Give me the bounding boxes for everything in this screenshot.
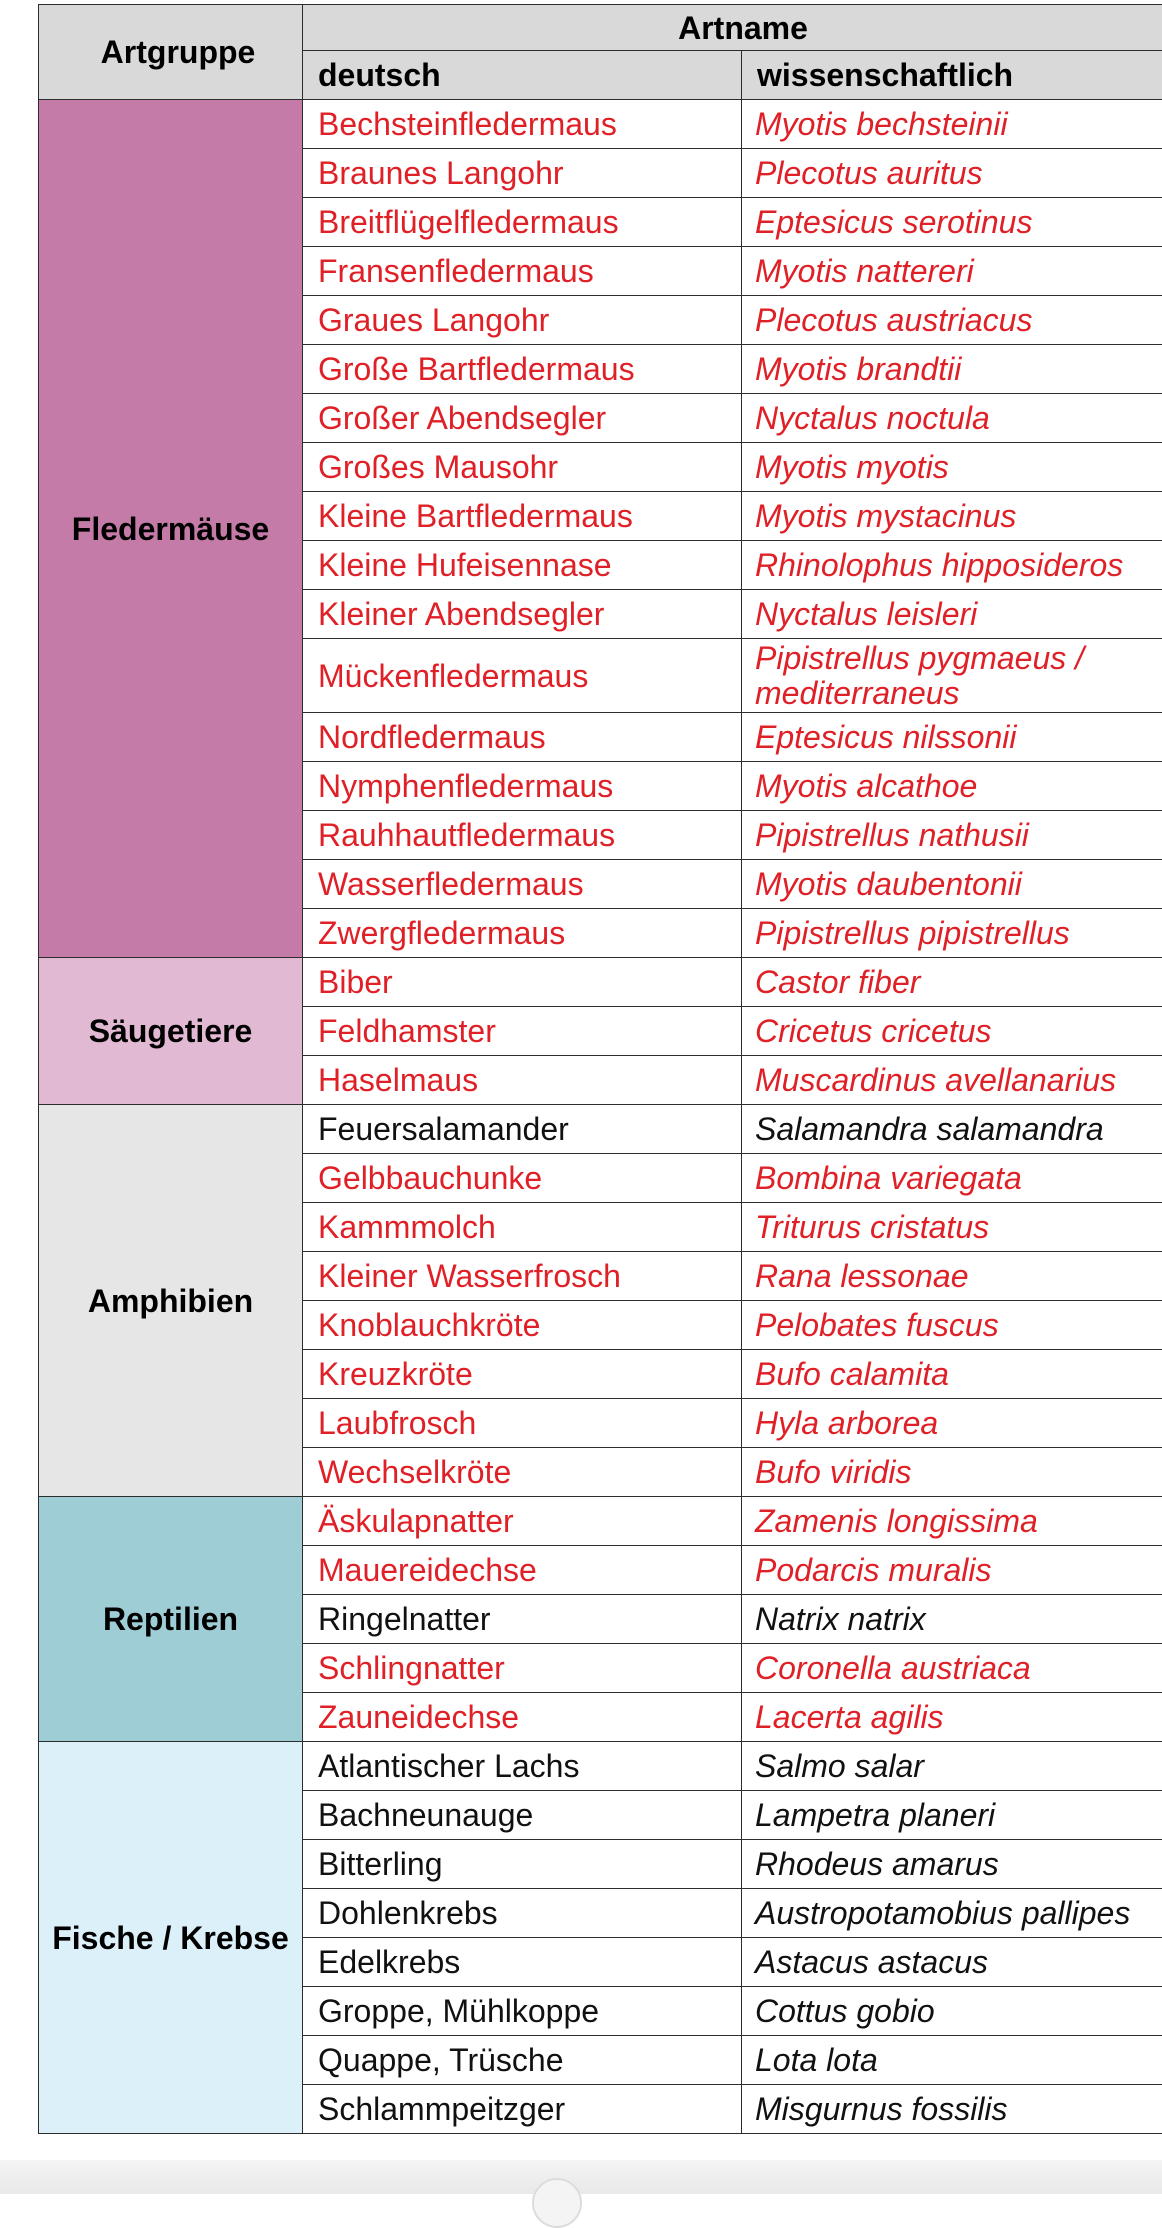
scientific-name-cell: Austropotamobius pallipes <box>742 1889 1162 1938</box>
german-name-cell: Großer Abendsegler <box>303 394 742 443</box>
scientific-name-cell: Lota lota <box>742 2036 1162 2085</box>
german-name-cell: Kleine Hufeisennase <box>303 541 742 590</box>
group-cell: Amphibien <box>39 1105 303 1497</box>
scientific-name-cell: Triturus cristatus <box>742 1203 1162 1252</box>
german-name-cell: Nordfledermaus <box>303 713 742 762</box>
german-name-cell: Schlingnatter <box>303 1644 742 1693</box>
group-cell: Fische / Krebse <box>39 1742 303 2134</box>
german-name-cell: Kleiner Wasserfrosch <box>303 1252 742 1301</box>
page-bottom-shade <box>0 2160 1162 2194</box>
scientific-name-cell: Coronella austriaca <box>742 1644 1162 1693</box>
header-row-top <box>39 5 1162 51</box>
table-row <box>39 1105 1162 1154</box>
german-name-cell: Bechsteinfledermaus <box>303 100 742 149</box>
group-cell: Säugetiere <box>39 958 303 1105</box>
group-cell: Reptilien <box>39 1497 303 1742</box>
german-name-cell: Gelbbauchunke <box>303 1154 742 1203</box>
german-name-cell: Bachneunauge <box>303 1791 742 1840</box>
column-header-group: Artgruppe <box>39 5 303 100</box>
scientific-name-cell: Eptesicus nilssonii <box>742 713 1162 762</box>
german-name-cell: Äskulapnatter <box>303 1497 742 1546</box>
scientific-name-cell: Astacus astacus <box>742 1938 1162 1987</box>
german-name-cell: Feldhamster <box>303 1007 742 1056</box>
scientific-name-cell: Pipistrellus pygmaeus / mediterraneus <box>742 639 1162 713</box>
german-name-cell: Edelkrebs <box>303 1938 742 1987</box>
german-name-cell: Bitterling <box>303 1840 742 1889</box>
scientific-name-cell: Rhodeus amarus <box>742 1840 1162 1889</box>
scientific-name-cell: Myotis daubentonii <box>742 860 1162 909</box>
scientific-name-cell: Salmo salar <box>742 1742 1162 1791</box>
table-row <box>39 1742 1162 1791</box>
scientific-name-cell: Zamenis longissima <box>742 1497 1162 1546</box>
german-name-cell: Wasserfledermaus <box>303 860 742 909</box>
column-header-german: deutsch <box>303 51 742 100</box>
scientific-name-cell: Bufo viridis <box>742 1448 1162 1497</box>
german-name-cell: Biber <box>303 958 742 1007</box>
german-name-cell: Fransenfledermaus <box>303 247 742 296</box>
german-name-cell: Quappe, Trüsche <box>303 2036 742 2085</box>
german-name-cell: Große Bartfledermaus <box>303 345 742 394</box>
german-name-cell: Haselmaus <box>303 1056 742 1105</box>
german-name-cell: Groppe, Mühlkoppe <box>303 1987 742 2036</box>
scientific-name-cell: Pelobates fuscus <box>742 1301 1162 1350</box>
scientific-name-cell: Nyctalus noctula <box>742 394 1162 443</box>
scientific-name-cell: Cottus gobio <box>742 1987 1162 2036</box>
scientific-name-cell: Nyctalus leisleri <box>742 590 1162 639</box>
table-row <box>39 1497 1162 1546</box>
scientific-name-cell: Hyla arborea <box>742 1399 1162 1448</box>
scientific-name-cell: Muscardinus avellanarius <box>742 1056 1162 1105</box>
scientific-name-cell: Myotis nattereri <box>742 247 1162 296</box>
scientific-name-cell: Pipistrellus nathusii <box>742 811 1162 860</box>
german-name-cell: Großes Mausohr <box>303 443 742 492</box>
scientific-name-cell: Natrix natrix <box>742 1595 1162 1644</box>
scientific-name-cell: Myotis brandtii <box>742 345 1162 394</box>
german-name-cell: Feuersalamander <box>303 1105 742 1154</box>
german-name-cell: Graues Langohr <box>303 296 742 345</box>
german-name-cell: Zauneidechse <box>303 1693 742 1742</box>
german-name-cell: Mückenfledermaus <box>303 639 742 713</box>
scientific-name-cell: Cricetus cricetus <box>742 1007 1162 1056</box>
german-name-cell: Rauhhautfledermaus <box>303 811 742 860</box>
scientific-name-cell: Rana lessonae <box>742 1252 1162 1301</box>
scientific-name-cell: Bombina variegata <box>742 1154 1162 1203</box>
german-name-cell: Kammmolch <box>303 1203 742 1252</box>
german-name-cell: Braunes Langohr <box>303 149 742 198</box>
german-name-cell: Nymphenfledermaus <box>303 762 742 811</box>
german-name-cell: Atlantischer Lachs <box>303 1742 742 1791</box>
german-name-cell: Kleine Bartfledermaus <box>303 492 742 541</box>
species-table <box>38 4 1162 2134</box>
scientific-name-cell: Lacerta agilis <box>742 1693 1162 1742</box>
german-name-cell: Wechselkröte <box>303 1448 742 1497</box>
column-header-name: Artname <box>303 5 1162 51</box>
scientific-name-cell: Plecotus austriacus <box>742 296 1162 345</box>
table-body <box>39 100 1162 2134</box>
german-name-cell: Kleiner Abendsegler <box>303 590 742 639</box>
german-name-cell: Breitflügelfledermaus <box>303 198 742 247</box>
german-name-cell: Ringelnatter <box>303 1595 742 1644</box>
group-cell: Fledermäuse <box>39 100 303 958</box>
scientific-name-cell: Myotis bechsteinii <box>742 100 1162 149</box>
scientific-name-cell: Misgurnus fossilis <box>742 2085 1162 2134</box>
scientific-name-cell: Pipistrellus pipistrellus <box>742 909 1162 958</box>
scientific-name-cell: Myotis alcathoe <box>742 762 1162 811</box>
table-row <box>39 958 1162 1007</box>
scroll-indicator <box>532 2178 582 2228</box>
scientific-name-cell: Plecotus auritus <box>742 149 1162 198</box>
scientific-name-cell: Rhinolophus hipposideros <box>742 541 1162 590</box>
scientific-name-cell: Myotis mystacinus <box>742 492 1162 541</box>
table-row <box>39 100 1162 149</box>
german-name-cell: Kreuzkröte <box>303 1350 742 1399</box>
scientific-name-cell: Bufo calamita <box>742 1350 1162 1399</box>
column-header-scientific: wissenschaftlich <box>742 51 1162 100</box>
scientific-name-cell: Eptesicus serotinus <box>742 198 1162 247</box>
scientific-name-cell: Salamandra salamandra <box>742 1105 1162 1154</box>
german-name-cell: Zwergfledermaus <box>303 909 742 958</box>
scientific-name-cell: Castor fiber <box>742 958 1162 1007</box>
scientific-name-cell: Myotis myotis <box>742 443 1162 492</box>
german-name-cell: Schlammpeitzger <box>303 2085 742 2134</box>
scientific-name-cell: Lampetra planeri <box>742 1791 1162 1840</box>
scientific-name-cell: Podarcis muralis <box>742 1546 1162 1595</box>
german-name-cell: Dohlenkrebs <box>303 1889 742 1938</box>
german-name-cell: Laubfrosch <box>303 1399 742 1448</box>
german-name-cell: Knoblauchkröte <box>303 1301 742 1350</box>
german-name-cell: Mauereidechse <box>303 1546 742 1595</box>
